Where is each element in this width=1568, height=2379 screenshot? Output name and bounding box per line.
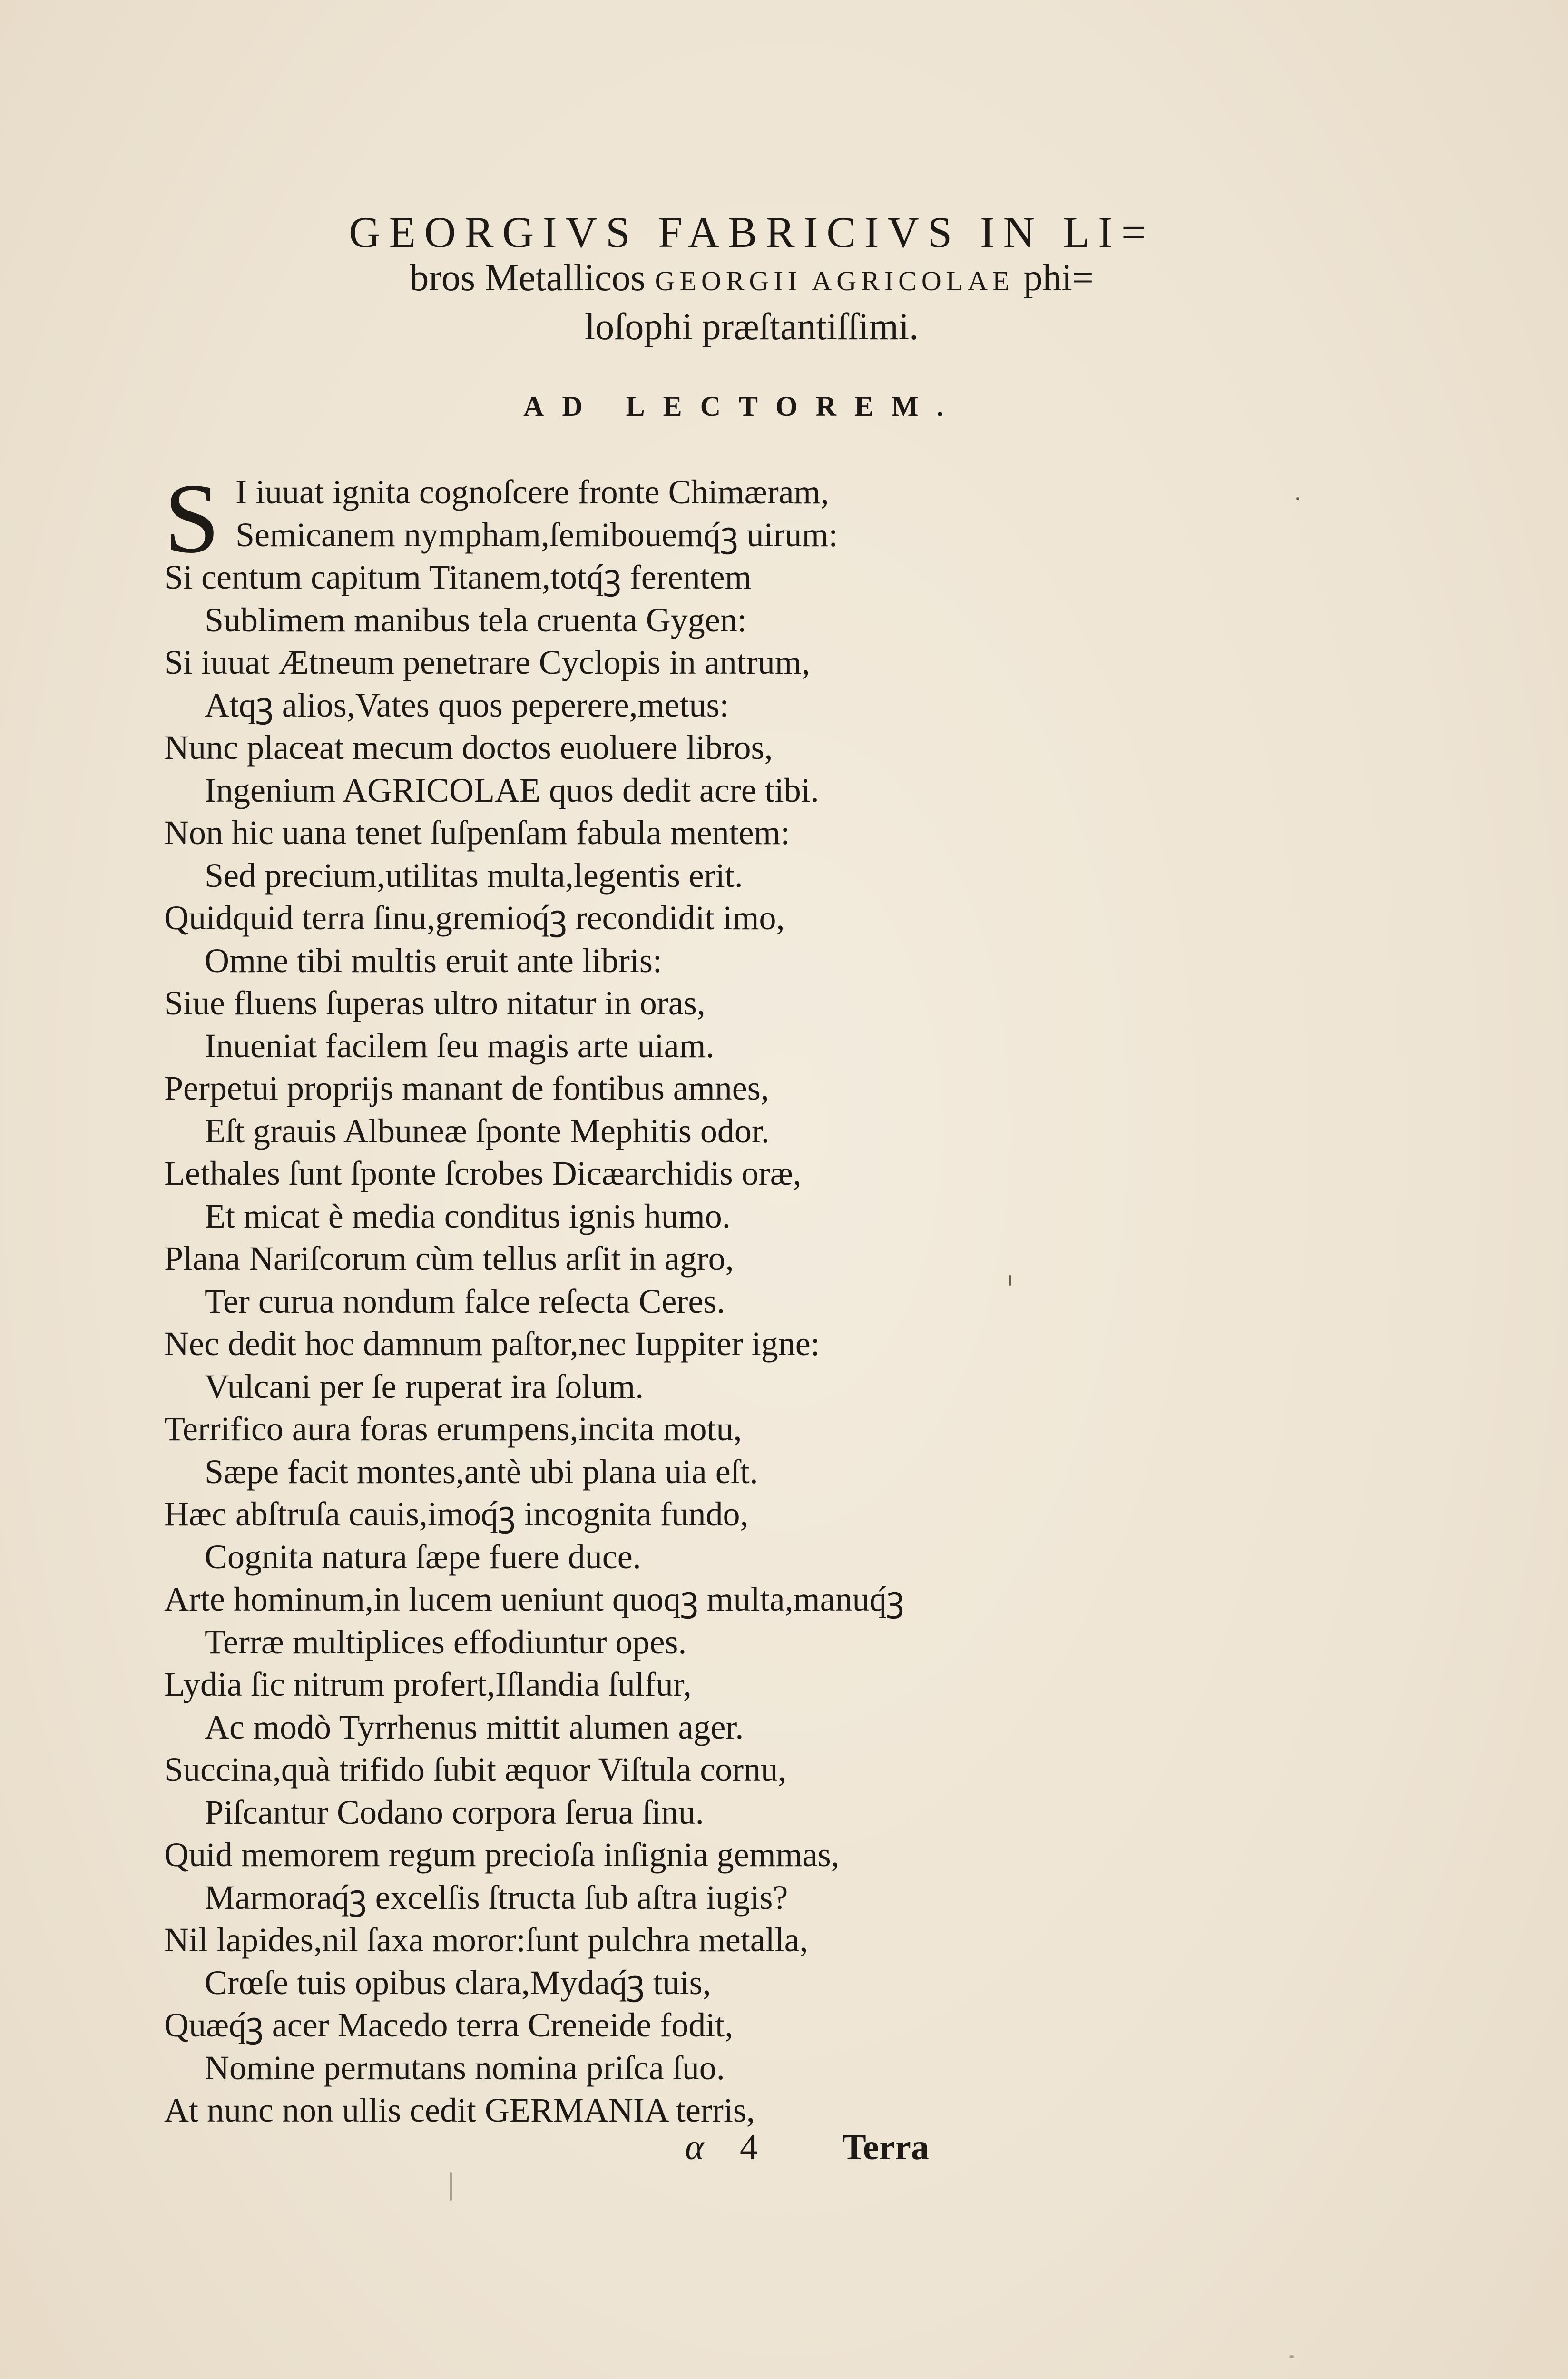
poem-line: Quid memorem regum precioſa inſignia gemmas, bbox=[164, 1836, 840, 1874]
poem-line: Omne tibi multis eruit ante libris: bbox=[205, 941, 662, 980]
poem-line: Ingenium AGRICOLAE quos dedit acre tibi. bbox=[205, 771, 819, 809]
poem-line: Nomine permutans nomina priſca ſuo. bbox=[205, 2048, 725, 2087]
paper-speck bbox=[450, 2172, 452, 2201]
poem-line: Terræ multiplices effodiuntur opes. bbox=[205, 1622, 687, 1661]
subheading-ad-lectorem: AD LECTOREM. bbox=[523, 391, 962, 422]
poem-line: Perpetui proprijs manant de fontibus amnes, bbox=[164, 1069, 769, 1107]
poem-line: Nec dedit hoc damnum paſtor,nec Iuppiter igne: bbox=[164, 1325, 820, 1363]
poem-line: Sublimem manibus tela cruenta Gygen: bbox=[205, 600, 747, 639]
poem-line: Marmoraq́ꝫ excelſis ſtructa ſub aſtra iugis? bbox=[205, 1878, 788, 1917]
heading-author-name: GEORGII AGRICOLAE bbox=[655, 265, 1014, 296]
poem-line: Semicanem nympham,ſemibouemq́ꝫ uirum: bbox=[235, 515, 838, 554]
heading-line-3: loſophi præſtantiſſimi. bbox=[584, 306, 919, 348]
poem-line: At nunc non ullis cedit GERMANIA terris, bbox=[164, 2091, 755, 2129]
poem-line: Succina,quà trifido ſubit æquor Viſtula cornu, bbox=[164, 1750, 787, 1789]
paper-speck bbox=[1289, 2355, 1294, 2358]
paper-speck bbox=[1009, 1275, 1011, 1286]
poem-line: Crœſe tuis opibus clara,Mydaq́ꝫ tuis, bbox=[205, 1963, 711, 2002]
page-footer bbox=[0, 2127, 1568, 2174]
heading-line-1: GEORGIVS FABRICIVS IN LI= bbox=[349, 208, 1155, 256]
poem-line: Sæpe facit montes,antè ubi plana uia eſt. bbox=[205, 1452, 758, 1491]
poem-line: Siue fluens ſuperas ultro nitatur in oras, bbox=[164, 984, 706, 1022]
drop-capital: S bbox=[164, 463, 220, 574]
poem-line: Piſcantur Codano corpora ſerua ſinu. bbox=[205, 1793, 704, 1831]
poem-line: Ac modò Tyrrhenus mittit alumen ager. bbox=[205, 1708, 744, 1746]
catchword: Terra bbox=[842, 2127, 929, 2167]
heading-line-2-c: phi= bbox=[1014, 257, 1094, 299]
poem-line: I iuuat ignita cognoſcere fronte Chimæram, bbox=[235, 473, 829, 511]
poem-line: Si iuuat Ætneum penetrare Cyclopis in antrum, bbox=[164, 643, 810, 681]
poem-line: Quidquid terra ſinu,gremioq́ꝫ recondidit imo, bbox=[164, 899, 785, 937]
poem-line: Atqꝫ alios,Vates quos peperere,metus: bbox=[205, 686, 729, 724]
poem-line: Nunc placeat mecum doctos euoluere libros, bbox=[164, 728, 773, 767]
poem-body bbox=[164, 463, 1068, 2132]
poem-line: Non hic uana tenet ſuſpenſam fabula mentem: bbox=[164, 814, 790, 852]
poem-line: Terrifico aura foras erumpens,incita motu, bbox=[164, 1410, 742, 1448]
poem-line: Eſt grauis Albuneæ ſponte Mephitis odor. bbox=[205, 1111, 770, 1150]
poem-line: Et micat è media conditus ignis humo. bbox=[205, 1197, 731, 1235]
poem-line: Plana Nariſcorum cùm tellus arſit in agro, bbox=[164, 1239, 734, 1278]
poem-line: Arte hominum,in lucem ueniunt quoqꝫ multa,manuq́ꝫ bbox=[164, 1580, 904, 1618]
poem-line: Hæc abſtruſa cauis,imoq́ꝫ incognita fundo, bbox=[164, 1495, 749, 1533]
title-heading bbox=[257, 209, 1246, 350]
poem-line: Cognita natura ſæpe fuere duce. bbox=[205, 1537, 641, 1576]
signature-number: 4 bbox=[740, 2127, 758, 2167]
poem-line: Sed precium,utilitas multa,legentis erit. bbox=[205, 856, 743, 895]
heading-line-2-a: bros Metallicos bbox=[410, 257, 655, 299]
poem-line: Si centum capitum Titanem,totq́ꝫ ferentem bbox=[164, 558, 752, 596]
poem-line: Ter curua nondum falce reſecta Ceres. bbox=[205, 1282, 725, 1320]
poem-line: Inueniat facilem ſeu magis arte uiam. bbox=[205, 1026, 715, 1065]
poem-line: Lethales ſunt ſponte ſcrobes Dicæarchidis oræ, bbox=[164, 1154, 802, 1192]
poem-line: Nil lapides,nil ſaxa moror:ſunt pulchra metalla, bbox=[164, 1921, 808, 1959]
signature-mark: α bbox=[685, 2127, 704, 2167]
paper-speck bbox=[1296, 497, 1299, 500]
poem-line: Vulcani per ſe ruperat ira ſolum. bbox=[205, 1367, 644, 1406]
poem-line: Lydia ſic nitrum profert,Iſlandia ſulfur, bbox=[164, 1665, 692, 1703]
heading-line-2 bbox=[257, 255, 1246, 304]
poem-line: Quæq́ꝫ acer Macedo terra Creneide fodit, bbox=[164, 2006, 734, 2044]
